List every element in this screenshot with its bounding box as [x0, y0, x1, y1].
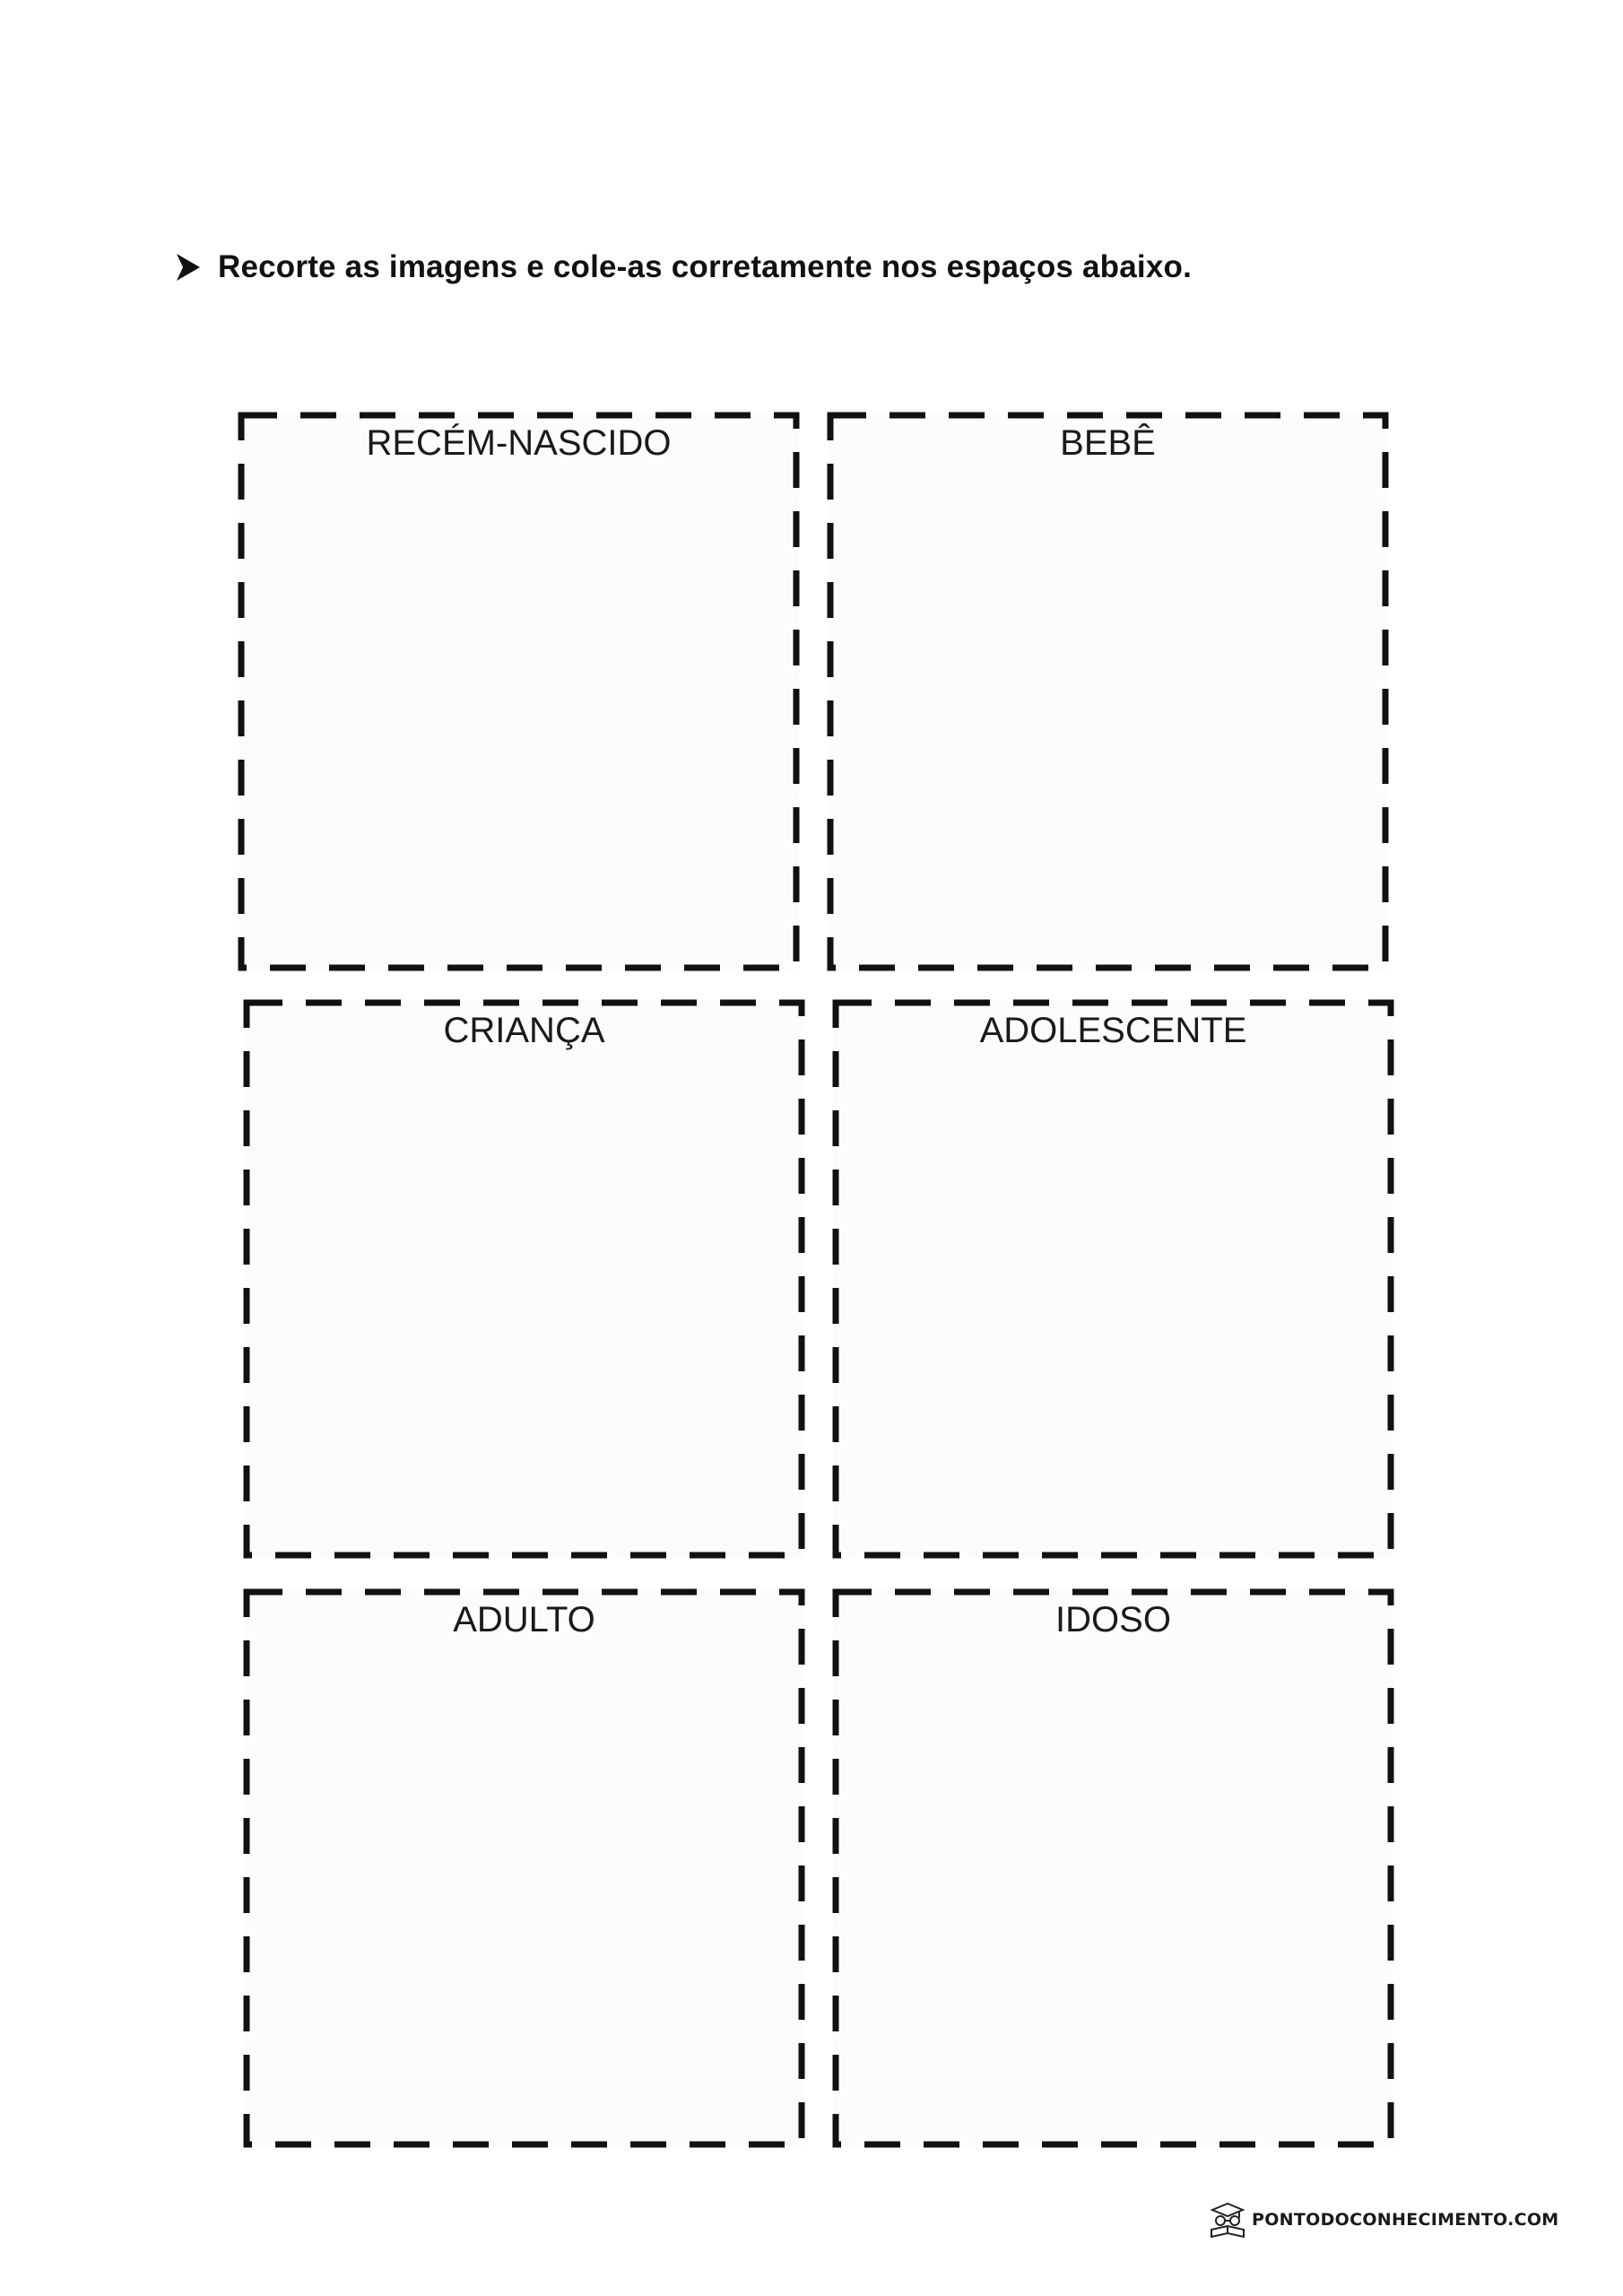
- box-label: ADOLESCENTE: [979, 1011, 1247, 1050]
- box-label: BEBÊ: [1060, 423, 1156, 463]
- instruction: [175, 249, 1192, 285]
- cut-box-adulto: [244, 1589, 804, 2147]
- dashed-border: [828, 413, 1388, 970]
- dashed-border: [244, 1589, 804, 2147]
- brand-footer: [1207, 2199, 1559, 2240]
- dashed-border: [239, 413, 799, 970]
- cut-box-adolescente: [833, 1000, 1393, 1558]
- dashed-border: [244, 1000, 804, 1558]
- brand-name: PONTODOCONHECIMENTO.COM: [1252, 2210, 1559, 2230]
- arrowhead-bullet-icon: [175, 252, 202, 283]
- cut-box-idoso: [833, 1589, 1393, 2147]
- box-label: CRIANÇA: [443, 1011, 605, 1050]
- cut-box-recem-nascido: [239, 413, 799, 970]
- box-label: IDOSO: [1055, 1600, 1171, 1639]
- cut-box-bebe: [828, 413, 1388, 970]
- box-label: ADULTO: [453, 1600, 595, 1639]
- dashed-border: [833, 1589, 1393, 2147]
- graduation-cap-mascot-icon: [1207, 2199, 1248, 2240]
- instruction-text: Recorte as imagens e cole-as corretamente nos espaços abaixo.: [218, 249, 1193, 284]
- box-label: RECÉM-NASCIDO: [366, 423, 672, 463]
- dashed-border: [833, 1000, 1393, 1558]
- cut-box-crianca: [244, 1000, 804, 1558]
